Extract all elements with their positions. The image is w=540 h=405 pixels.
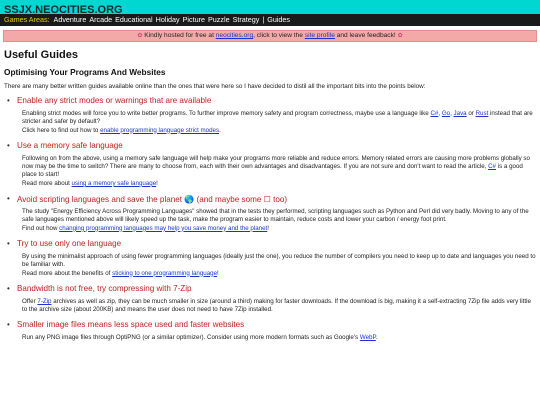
nav-item-picture[interactable]: Picture	[182, 15, 206, 24]
one-language-link[interactable]: sticking to one programming language	[112, 269, 218, 277]
guide-text: Click here to find out how to	[22, 126, 101, 134]
guide-text: Read more about the benefits of	[22, 269, 113, 277]
guide-body	[22, 110, 536, 135]
hosting-notice	[3, 30, 537, 42]
guide-text: By using the minimalist approach of using fewer programming languages (ideally just the one), you reduce the number of compilers you need to keep up to date and languages you need to be familiar with.	[22, 252, 536, 269]
guide-body	[22, 253, 536, 278]
page-title: Useful Guides	[4, 49, 78, 61]
guide-text: Offer	[22, 297, 38, 305]
guide-body	[22, 334, 536, 342]
site-title[interactable]: SSJX.NEOCITIES.ORG	[4, 4, 123, 16]
neocities-link[interactable]: neocities.org	[215, 32, 254, 39]
7zip-link[interactable]: 7-Zip	[37, 297, 52, 305]
guide-item	[4, 139, 536, 188]
guide-text: !	[267, 224, 269, 232]
flower-icon: ✿	[137, 33, 143, 39]
guide-text: instead that are stricter and safer by default?	[22, 110, 533, 126]
nav-item-guides[interactable]: Guides	[267, 15, 291, 24]
notice-text-pre: Kindly hosted for free at	[144, 32, 216, 39]
nav-item-puzzle[interactable]: Puzzle	[208, 15, 230, 24]
bullet-icon: •	[7, 320, 10, 330]
guide-title: Avoid scripting languages and save the planet 🌎 (and maybe some ☐ too)	[17, 194, 288, 204]
guide-text: The study "Energy Efficiency Across Programming Languages" showed that in the tests they performed, scripting languages such as Python and Perl did very badly. Moving to any of the safe languages mentioned above will likely speed up the task, make the program easier to maintain, reduce costs and lower your carbon / energy foot print.	[22, 208, 529, 224]
bullet-icon: •	[7, 283, 10, 293]
java-link[interactable]: Java	[453, 110, 467, 117]
csharp-link[interactable]: C#	[488, 163, 497, 171]
webp-link[interactable]: WebP	[359, 334, 376, 342]
guide-item	[4, 192, 536, 233]
nav-item-strategy[interactable]: Strategy	[232, 15, 260, 24]
guide-text: Read more about	[22, 179, 72, 187]
strict-modes-link[interactable]: enable programming language strict modes	[100, 126, 220, 134]
nav-label: Games Areas:	[4, 15, 50, 24]
guide-title: Try to use only one language	[17, 238, 122, 248]
memory-safe-link[interactable]: using a memory safe language	[71, 179, 157, 187]
rust-link[interactable]: Rust	[475, 110, 489, 117]
guide-title: Bandwidth is not free, try compressing with 7-Zip	[17, 283, 192, 293]
guide-text: .	[219, 126, 221, 134]
guide-text: ,	[450, 110, 454, 117]
nav-separator: |	[262, 15, 265, 24]
intro-text: There are many better written guides available online than the ones that were here so I have decided to distil all the important bits into the points below:	[4, 83, 426, 90]
site-header	[0, 0, 540, 14]
guide-text: ,	[438, 110, 442, 117]
notice-text-post: and leave feedback!	[334, 32, 396, 39]
guide-title: Use a memory safe language	[17, 140, 123, 150]
guide-text: archives as well as zip, they can be much smaller in size (around a third) making for faster downloads. If the download is big, making it a self-extracting 7Zip file adds very little to the archive size (about 200KB) and means the user does not need to have 7Zip installed.	[22, 297, 531, 314]
flower-icon: ✿	[397, 33, 403, 39]
guide-text: Enabling strict modes will force you to write better programs. To further improve memory safety and program correctness, maybe use a language like	[22, 110, 431, 117]
nav-item-holiday[interactable]: Holiday	[155, 15, 180, 24]
guide-body	[22, 208, 536, 233]
main-content	[0, 49, 540, 343]
nav-item-educational[interactable]: Educational	[115, 15, 153, 24]
guide-body	[22, 298, 536, 315]
bullet-icon: •	[7, 238, 10, 248]
guide-text: !	[217, 269, 219, 277]
guide-text: is a good place to start!	[22, 163, 523, 179]
nav-bar	[0, 14, 540, 26]
nav-item-adventure[interactable]: Adventure	[53, 15, 87, 24]
guide-item	[4, 318, 536, 342]
guide-text: Find out how	[22, 224, 60, 232]
go-link[interactable]: Go	[441, 110, 451, 117]
guide-item	[4, 237, 536, 278]
bullet-icon: •	[7, 194, 10, 204]
csharp-link[interactable]: C#	[430, 110, 439, 117]
guide-text: .	[375, 334, 378, 342]
guide-title: Enable any strict modes or warnings that are available	[17, 96, 212, 105]
bullet-icon: •	[7, 140, 10, 150]
bullet-icon: •	[7, 96, 10, 105]
guide-item	[4, 282, 536, 315]
guide-text: Following on from the above, using a memory safe language will help make your programs more reliable and reduce errors. Memory related errors are causing more problems globally so now may be the time to switch? There are many to choose from, each with their own advantages and disadvantages. If you are not sure and don't want to read the article,	[22, 154, 530, 171]
save-planet-link[interactable]: changing programming languages may help you save money and the planet	[59, 224, 268, 232]
page-subtitle: Optimising Your Programs And Websites	[4, 67, 166, 77]
site-profile-link[interactable]: site profile	[304, 32, 335, 39]
guide-text: or	[466, 110, 476, 117]
guide-body	[22, 155, 536, 188]
guide-text: !	[156, 179, 158, 187]
notice-text-mid: , click to view the	[253, 32, 305, 39]
guide-text: Run any PNG image files through OptiPNG (or a similar optimizer). Consider using more modern formats such as Google's	[22, 334, 360, 342]
guide-item	[4, 94, 536, 135]
guide-title: Smaller image files means less space used and faster websites	[17, 320, 245, 330]
nav-item-arcade[interactable]: Arcade	[89, 15, 113, 24]
